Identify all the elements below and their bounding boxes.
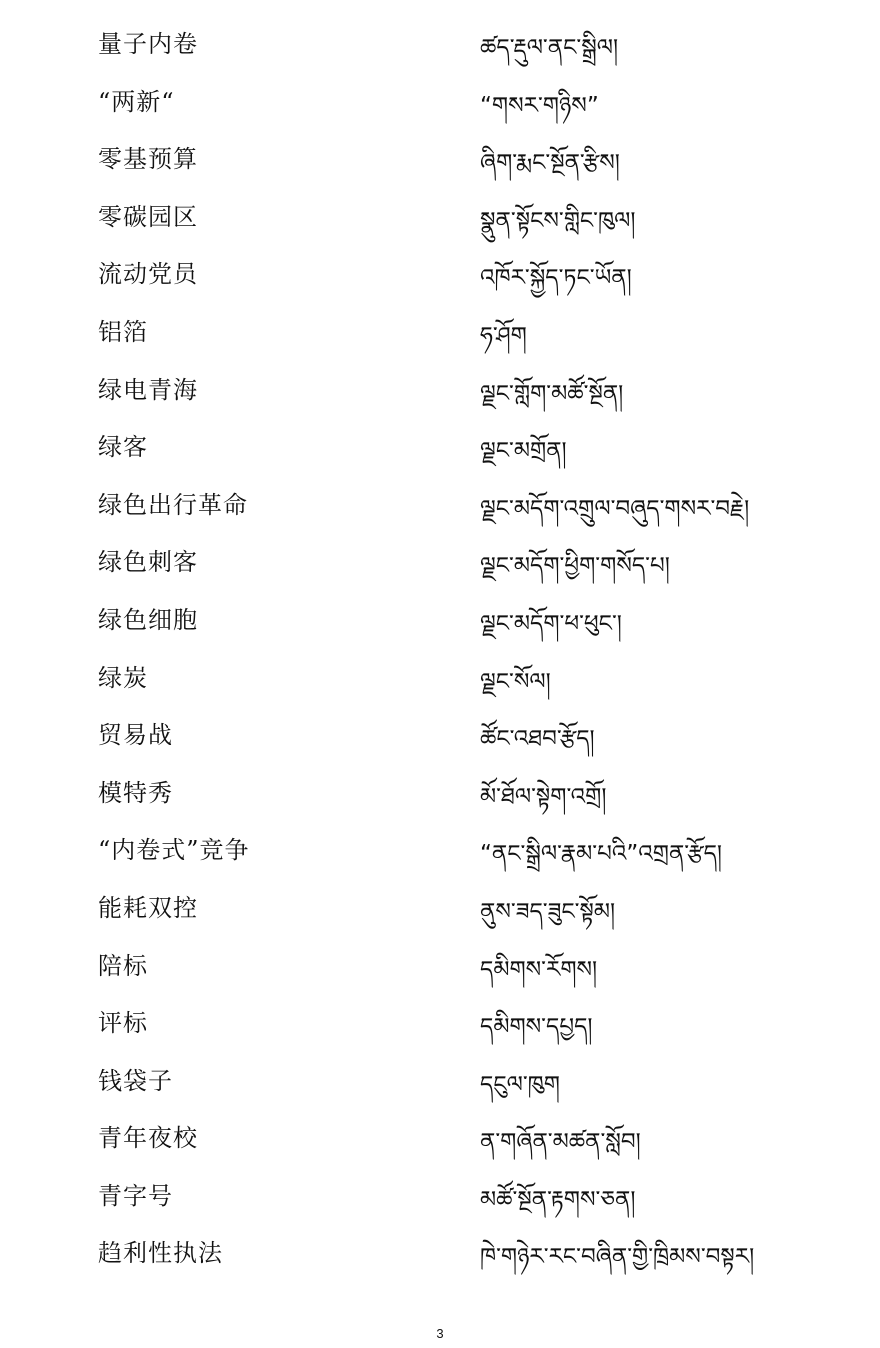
chinese-term: 青年夜校 [98, 1124, 198, 1153]
tibetan-term: “ནང་སྒྲིལ་རྣམ་པའི”འགྲན་རྩོད། [480, 841, 723, 868]
glossary-row [0, 14, 880, 72]
chinese-term: 绿炭 [98, 663, 148, 692]
tibetan-term: མཚོ་སྔོན་རྟགས་ཅན། [480, 1186, 636, 1213]
tibetan-term: ལྗང་མདོག་ཕྱིག་གསོད་པ། [480, 553, 670, 580]
chinese-term: 量子内卷 [98, 30, 198, 58]
chinese-term: 能耗双控 [98, 893, 198, 922]
glossary-row [0, 1223, 880, 1281]
chinese-term: “两新“ [98, 87, 175, 116]
tibetan-term: དམིགས་དཔྱད། [480, 1014, 593, 1041]
chinese-term: 绿电青海 [98, 375, 198, 404]
glossary-row [0, 187, 880, 245]
tibetan-term: ཞིག་རྨང་སྔོན་རྩིས། [480, 150, 620, 177]
tibetan-term: ཚད་རྡུལ་ནང་སྒྲིལ། [480, 35, 619, 61]
glossary-row [0, 1051, 880, 1109]
glossary-row [0, 360, 880, 418]
chinese-term: 陪标 [98, 951, 148, 980]
tibetan-term: ལྗང་མདོག་ཕ་ཕུང་། [480, 610, 622, 637]
chinese-term: 趋利性执法 [98, 1239, 223, 1268]
chinese-term: 钱袋子 [98, 1066, 173, 1095]
chinese-term: 贸易战 [98, 721, 173, 750]
tibetan-term: “གསར་གཉིས” [480, 92, 599, 119]
glossary-row [0, 302, 880, 360]
tibetan-term: ཧ་ཤོག [480, 322, 527, 349]
glossary-row [0, 936, 880, 994]
tibetan-term: ལྗང་གློག་མཚོ་སྔོན། [480, 380, 624, 407]
glossary-row [0, 244, 880, 302]
chinese-term: 绿色刺客 [98, 548, 198, 577]
chinese-term: “内卷式”竞争 [98, 836, 250, 865]
chinese-term: 绿色细胞 [98, 605, 198, 634]
tibetan-term: དམིགས་རོགས། [480, 956, 598, 983]
tibetan-term: ཁེ་གཉེར་རང་བཞིན་གྱི་ཁྲིམས་བསྟར། [480, 1244, 755, 1271]
chinese-term: 零基预算 [98, 145, 198, 174]
glossary-row [0, 1108, 880, 1166]
tibetan-term: སྣུན་སྟོངས་གླིང་ཁུལ། [480, 207, 636, 234]
glossary-row [0, 648, 880, 706]
page-number: 3 [436, 1326, 444, 1341]
glossary-row [0, 72, 880, 130]
glossary-row [0, 475, 880, 533]
chinese-term: 流动党员 [98, 260, 198, 289]
chinese-term: 模特秀 [98, 778, 173, 807]
chinese-term: 铝箔 [98, 317, 148, 346]
glossary-row [0, 705, 880, 763]
glossary-row [0, 820, 880, 878]
glossary-row [0, 993, 880, 1051]
glossary-row [0, 763, 880, 821]
tibetan-term: དངུལ་ཁུག [480, 1071, 560, 1098]
tibetan-term: ལྗང་མགྲོན། [480, 438, 567, 465]
tibetan-term: ཚོང་འཐབ་རྩོད། [480, 726, 595, 753]
chinese-term: 青字号 [98, 1181, 173, 1210]
glossary-row [0, 532, 880, 590]
tibetan-term: ལྗང་མདོག་འགྲུལ་བཞུད་གསར་བརྗེ། [480, 495, 750, 522]
chinese-term: 零碳园区 [98, 202, 198, 231]
tibetan-term: ལྗང་སོལ། [480, 668, 551, 695]
tibetan-term: མོ་ཐོལ་སྟེག་འགྲོ། [480, 783, 607, 810]
glossary-row [0, 129, 880, 187]
chinese-term: 绿色出行革命 [98, 490, 248, 519]
tibetan-term: ནུས་ཟད་ཟུང་སྟོམ། [480, 898, 616, 925]
glossary-row [0, 417, 880, 475]
chinese-term: 评标 [98, 1009, 148, 1038]
glossary-row [0, 1166, 880, 1224]
glossary-row [0, 878, 880, 936]
chinese-term: 绿客 [98, 433, 148, 462]
tibetan-term: འཁོར་སྐྱོད་ཏང་ཡོན། [480, 265, 632, 292]
glossary-row [0, 590, 880, 648]
glossary-table [0, 14, 880, 1281]
tibetan-term: ན་གཞོན་མཚན་སློབ། [480, 1129, 641, 1156]
